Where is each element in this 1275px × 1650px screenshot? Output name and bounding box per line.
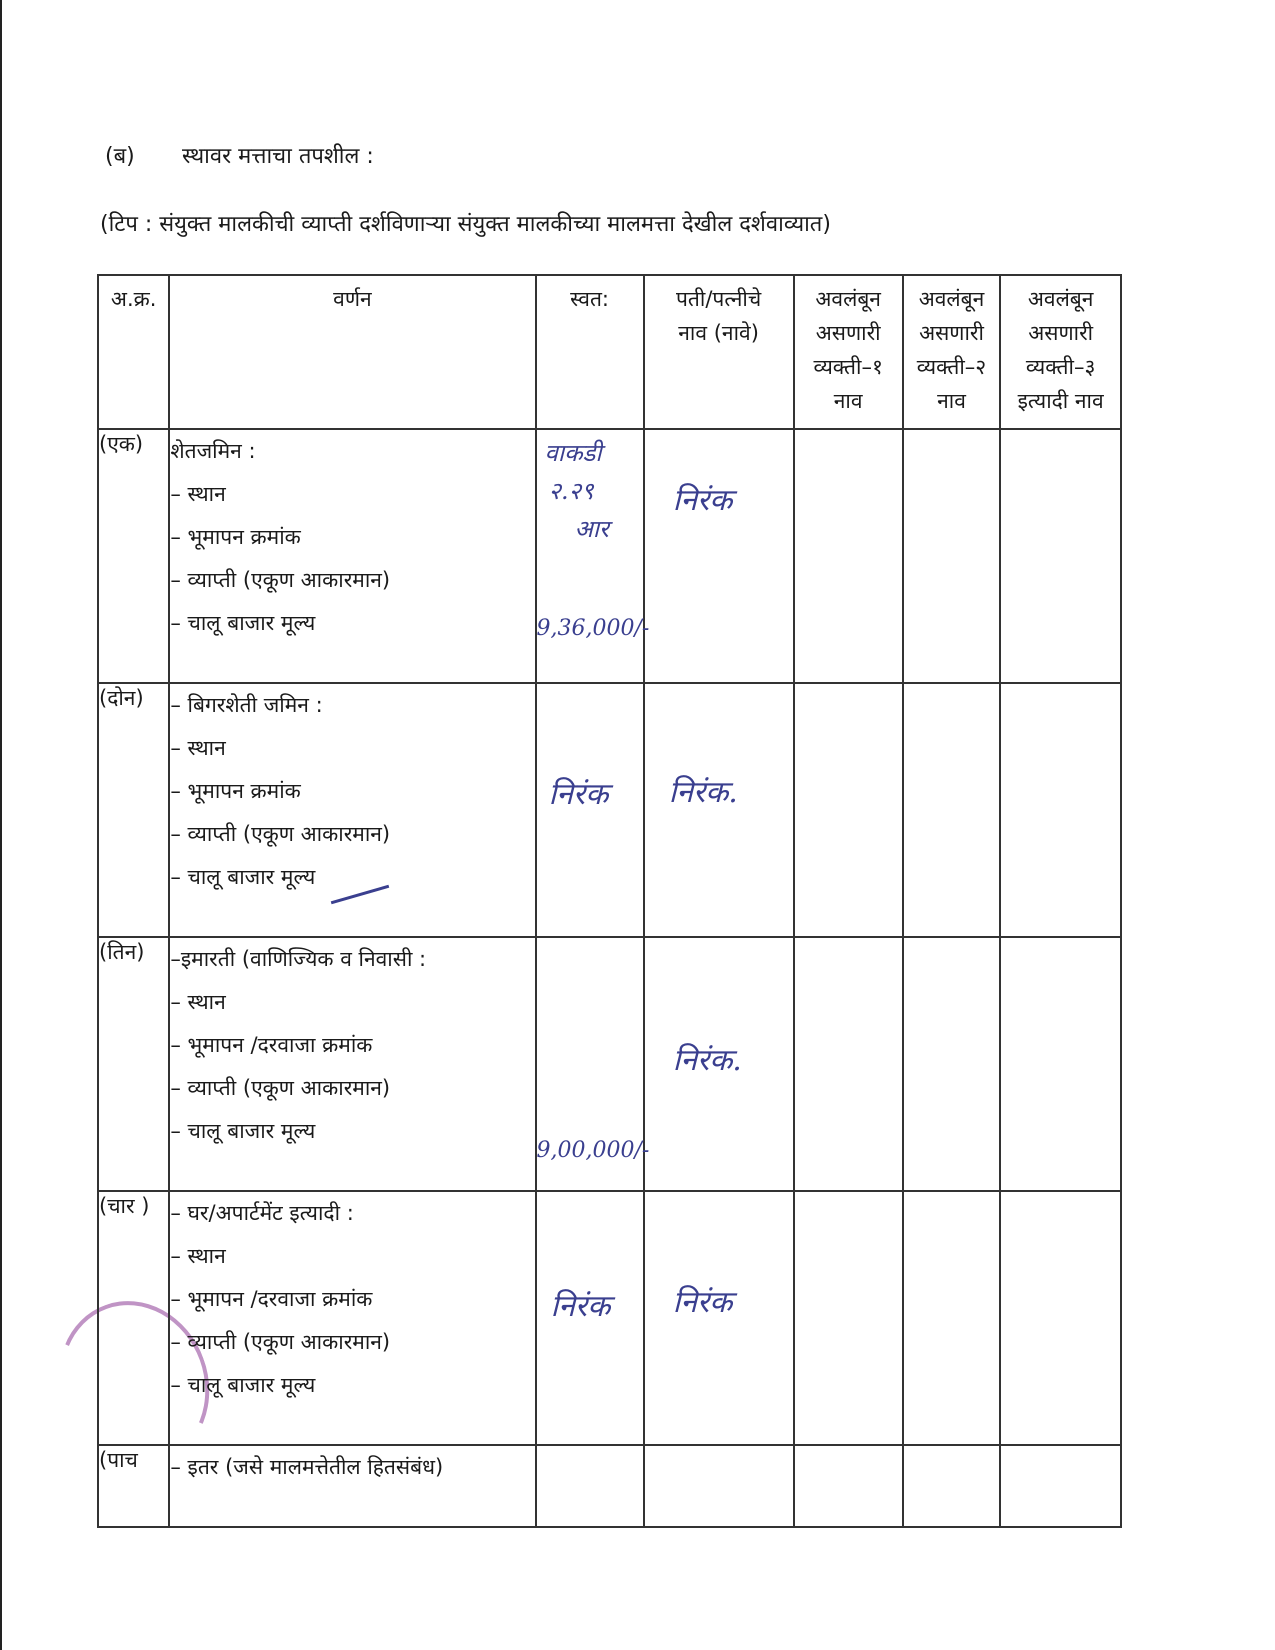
dependent-1-cell xyxy=(794,1191,903,1445)
table-row xyxy=(98,937,1121,1191)
row-description: – बिगरशेती जमिन : – स्थान – भूमापन क्रमांक – व्याप्ती (एकूण आकारमान) – चालू बाजार मूल्य xyxy=(169,683,535,937)
section-title: स्थावर मत्ताचा तपशील : xyxy=(182,144,374,169)
spouse-cell xyxy=(644,937,794,1191)
dependent-1-cell xyxy=(794,683,903,937)
dependent-2-cell xyxy=(903,937,1001,1191)
page-left-edge xyxy=(0,0,2,1650)
row-serial: (तिन) xyxy=(98,937,169,1191)
row-description: – घर/अपार्टमेंट इत्यादी : – स्थान – भूमापन /दरवाजा क्रमांक – व्याप्ती (एकूण आकारमान) – चालू बाजार मूल्य xyxy=(169,1191,535,1445)
self-cell xyxy=(536,1445,644,1527)
self-cell xyxy=(536,1191,644,1445)
table-row xyxy=(98,1445,1121,1527)
self-cell xyxy=(536,683,644,937)
dependent-3-cell xyxy=(1000,1445,1121,1527)
table-row xyxy=(98,683,1121,937)
section-note: (टिप : संयुक्त मालकीची व्याप्ती दर्शविणाऱ्या संयुक्त मालकीच्या मालमत्ता देखील दर्शवाव्यात) xyxy=(100,212,831,237)
handwritten-market-value: 9,00,000/- xyxy=(536,1138,650,1163)
spouse-cell xyxy=(644,1445,794,1527)
col-header-self: स्वत: xyxy=(536,275,644,429)
immovable-assets-table xyxy=(97,274,1122,1528)
col-header-spouse: पती/पत्नीचे नाव (नावे) xyxy=(644,275,794,429)
dependent-3-cell xyxy=(1000,1191,1121,1445)
section-number: (ब) xyxy=(105,144,135,169)
handwritten-area: २.२९ xyxy=(548,477,594,505)
spouse-cell xyxy=(644,429,794,683)
row-description: शेतजमिन : – स्थान – भूमापन क्रमांक – व्याप्ती (एकूण आकारमान) – चालू बाजार मूल्य xyxy=(169,429,535,683)
col-header-dependent-2: अवलंबून असणारी व्यक्ती–२ नाव xyxy=(903,275,1001,429)
spouse-cell xyxy=(644,1191,794,1445)
row-serial: (एक) xyxy=(98,429,169,683)
row-serial: (चार ) xyxy=(98,1191,169,1445)
row-description: – इतर (जसे मालमत्तेतील हितसंबंध) xyxy=(169,1445,535,1527)
handwritten-nil: निरंक xyxy=(672,1285,733,1320)
handwritten-unit: आर xyxy=(574,515,609,543)
dependent-3-cell xyxy=(1000,937,1121,1191)
col-header-dependent-1: अवलंबून असणारी व्यक्ती–१ नाव xyxy=(794,275,903,429)
self-cell xyxy=(536,429,650,683)
handwritten-nil: निरंक xyxy=(548,777,609,812)
row-serial: (पाच xyxy=(98,1445,169,1527)
spouse-cell xyxy=(644,683,794,937)
handwritten-nil: निरंक. xyxy=(668,775,738,810)
col-header-serial: अ.क्र. xyxy=(98,275,169,429)
handwritten-nil: निरंक. xyxy=(672,1043,742,1078)
handwritten-market-value: 9,36,000/- xyxy=(536,616,650,641)
table-row xyxy=(98,429,1121,683)
dependent-3-cell xyxy=(1000,429,1121,683)
row-serial: (दोन) xyxy=(98,683,169,937)
dependent-1-cell xyxy=(794,429,903,683)
col-header-description: वर्णन xyxy=(169,275,535,429)
col-header-dependent-3: अवलंबून असणारी व्यक्ती–३ इत्यादी नाव xyxy=(1000,275,1121,429)
dependent-3-cell xyxy=(1000,683,1121,937)
dependent-2-cell xyxy=(903,683,1001,937)
self-cell xyxy=(536,937,650,1191)
handwritten-nil: निरंक xyxy=(672,483,733,518)
section-heading xyxy=(105,140,374,170)
table-row xyxy=(98,1191,1121,1445)
row-description: –इमारती (वाणिज्यिक व निवासी : – स्थान – भूमापन /दरवाजा क्रमांक – व्याप्ती (एकूण आकारमान) – चालू बाजार मूल्य xyxy=(169,937,535,1191)
dependent-1-cell xyxy=(794,937,903,1191)
dependent-2-cell xyxy=(903,429,1001,683)
handwritten-location: वाकडी xyxy=(544,439,602,467)
dependent-1-cell xyxy=(794,1445,903,1527)
dependent-2-cell xyxy=(903,1191,1001,1445)
table-header-row xyxy=(98,275,1121,429)
handwritten-nil: निरंक xyxy=(550,1289,611,1324)
dependent-2-cell xyxy=(903,1445,1001,1527)
